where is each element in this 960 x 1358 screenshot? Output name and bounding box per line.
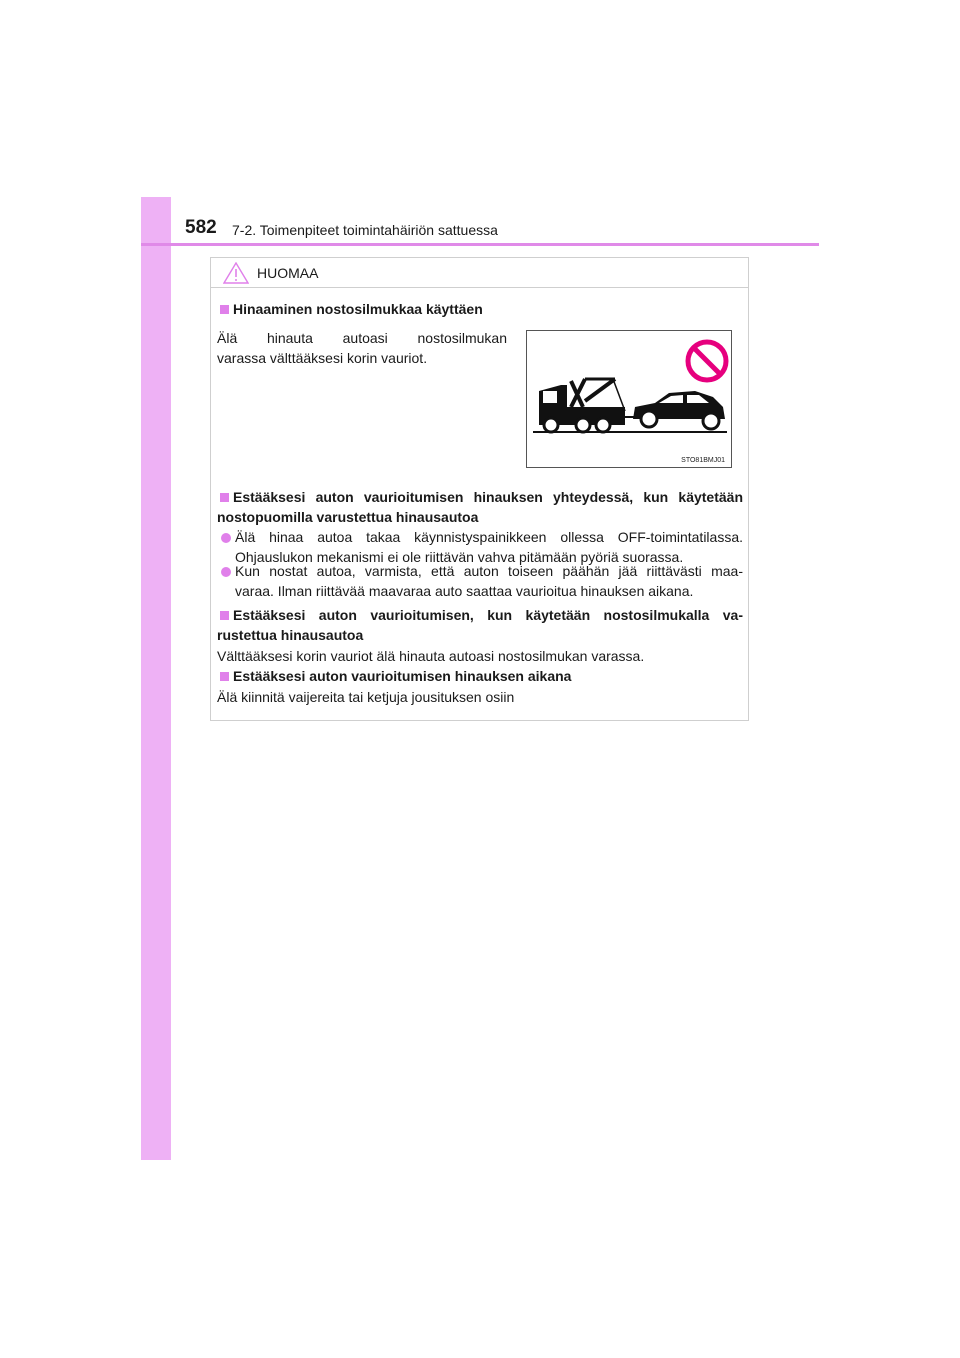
caution-header: [211, 258, 748, 288]
section-heading: rustettua hinausautoa: [217, 627, 364, 643]
prohibition-icon: [688, 342, 726, 380]
body-text: Älä hinauta autoasi nostosilmukan: [217, 330, 507, 346]
body-text: Älä kiinnitä vaijereita tai ketjuja jousituksen osiin: [217, 689, 515, 705]
section-heading: Hinaaminen nostosilmukkaa käyttäen: [233, 301, 483, 317]
round-bullet-icon: [221, 567, 231, 577]
section-title: 7-2. Toimenpiteet toimintahäiriön sattuessa: [232, 222, 498, 238]
page-number: 582: [185, 217, 217, 238]
bullet-text: Ohjauslukon mekanismi ei ole riittävän vahva pitämään pyöriä suorassa.: [235, 549, 684, 565]
section-heading: Estääksesi auton vaurioitumisen, kun käytetään nostosilmukalla va-: [233, 607, 743, 623]
square-bullet-icon: [220, 611, 229, 620]
section-heading: Estääksesi auton vaurioitumisen hinauksen aikana: [233, 668, 572, 684]
section-heading: nostopuomilla varustettua hinausautoa: [217, 509, 479, 525]
bullet-text: Älä hinaa autoa takaa käynnistyspainikkeen ollessa OFF-toimintatilassa.: [235, 529, 743, 545]
bullet-text: Kun nostat autoa, varmista, että auton toiseen päähän jää riittävästi maa-: [235, 563, 743, 579]
bullet-text: varaa. Ilman riittävää maavaraa auto saattaa vaurioitua hinauksen aikana.: [235, 583, 694, 599]
tow-truck-drawing: [527, 331, 731, 467]
round-bullet-icon: [221, 533, 231, 543]
chapter-side-bar: [141, 197, 171, 1160]
body-text: Välttääksesi korin vauriot älä hinauta autoasi nostosilmukan varassa.: [217, 648, 645, 664]
illustration-code: STO81BMJ01: [681, 457, 725, 464]
tow-truck-illustration: [526, 330, 732, 468]
section-heading: Estääksesi auton vaurioitumisen hinauksen yhteydessä, kun käytetään: [233, 489, 743, 505]
square-bullet-icon: [220, 672, 229, 681]
square-bullet-icon: [220, 493, 229, 502]
body-text: varassa välttääksesi korin vauriot.: [217, 350, 428, 366]
warning-triangle-icon: [223, 262, 249, 284]
caution-box: [210, 257, 749, 721]
caution-label: HUOMAA: [257, 265, 319, 281]
header-rule: [141, 243, 819, 246]
square-bullet-icon: [220, 305, 229, 314]
